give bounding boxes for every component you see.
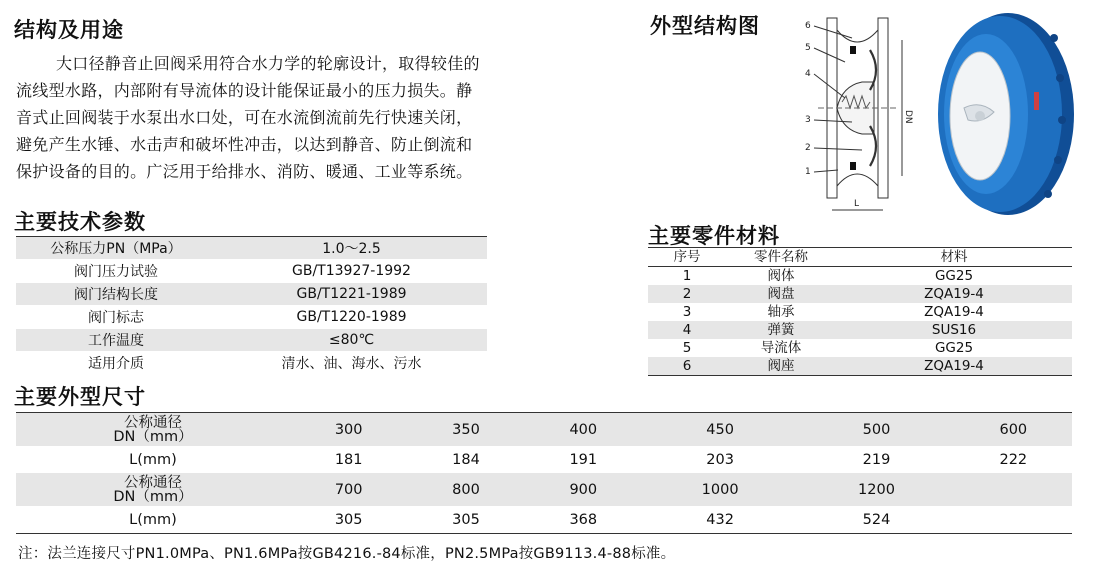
part-no: 2 — [648, 285, 726, 303]
part-material: ZQA19-4 — [836, 285, 1072, 303]
callout-label: 2 — [805, 143, 811, 153]
col-header-name: 零件名称 — [726, 248, 836, 267]
col-header-no: 序号 — [648, 248, 726, 267]
dn-dimension-label: DN — [903, 110, 913, 124]
callout-label: 1 — [805, 167, 811, 177]
red-marking — [1034, 92, 1039, 110]
param-value: GB/T1221-1989 — [216, 283, 487, 306]
callout-label: 5 — [805, 43, 811, 53]
part-name: 轴承 — [767, 304, 795, 320]
dn-row-label — [16, 473, 290, 506]
dn-value: 300 — [290, 413, 407, 447]
part-material: GG25 — [934, 268, 974, 284]
l-value — [955, 506, 1072, 534]
callout-label: 3 — [805, 115, 811, 125]
param-value: ≤80℃ — [216, 329, 487, 352]
l-value: 432 — [706, 511, 734, 528]
seat-ring — [850, 162, 856, 170]
table-row — [16, 473, 1072, 506]
part-name: 弹簧 — [726, 321, 836, 339]
param-value: GB/T1220-1989 — [216, 306, 487, 329]
param-label: 适用介质 — [16, 352, 216, 375]
dn-value: 800 — [407, 473, 524, 506]
table-row — [16, 352, 487, 375]
param-label: 阀门标志 — [16, 306, 216, 329]
table-row — [648, 357, 1072, 376]
part-no: 4 — [648, 321, 726, 339]
l-value: 222 — [999, 451, 1028, 468]
part-name: 阀盘 — [726, 285, 836, 303]
dims-table — [16, 412, 1072, 534]
table-header-row — [648, 248, 1072, 267]
table-row — [648, 285, 1072, 303]
dn-value: 500 — [798, 413, 954, 447]
bolt-hole — [1058, 116, 1066, 124]
dn-value: 450 — [642, 413, 798, 447]
part-no: 3 — [682, 304, 692, 320]
params-heading: 主要技术参数 — [14, 209, 146, 234]
bolt-hole — [1056, 74, 1064, 82]
param-label: 工作温度 — [16, 329, 216, 352]
table-row — [648, 339, 1072, 357]
l-row-label: L(mm) — [129, 451, 177, 468]
part-no: 5 — [682, 340, 692, 356]
intro-line: 音式止回阀装于水泵出水口处，可在水流倒流前先行快速关闭， — [16, 108, 473, 127]
callout-label: 4 — [805, 69, 811, 79]
dn-value: 600 — [955, 413, 1072, 447]
dn-label-line: DN（mm） — [113, 428, 193, 445]
intro-line: 避免产生水锤、水击声和破坏性冲击，以达到静音、防止倒流和 — [16, 135, 473, 154]
table-row — [16, 506, 1072, 534]
part-no: 1 — [682, 268, 692, 284]
figure-heading: 外型结构图 — [650, 13, 760, 38]
l-value: 368 — [569, 511, 598, 528]
l-value: 305 — [452, 511, 480, 528]
bolt-hole — [1050, 34, 1058, 42]
part-name: 阀体 — [767, 268, 795, 284]
dn-value — [955, 473, 1072, 506]
l-row-label: L(mm) — [129, 511, 177, 528]
l-value: 191 — [569, 451, 598, 468]
part-material: ZQA19-4 — [836, 357, 1072, 376]
part-material: ZQA19-4 — [924, 304, 984, 320]
intro-heading: 结构及用途 — [14, 17, 124, 42]
part-material: GG25 — [934, 340, 974, 356]
dn-value: 700 — [290, 473, 407, 506]
intro-line: 保护设备的目的。广泛用于给排水、消防、暖通、工业等系统。 — [16, 162, 473, 181]
dn-label-line: 公称通径 — [124, 414, 182, 431]
table-row — [16, 329, 487, 352]
l-value: 203 — [706, 451, 734, 468]
bolt-hole — [1044, 190, 1052, 198]
part-no: 6 — [648, 357, 726, 376]
table-row — [648, 303, 1072, 321]
table-row — [16, 237, 487, 260]
l-value: 524 — [862, 511, 891, 528]
dn-value: 1000 — [642, 473, 798, 506]
table-row — [16, 413, 1072, 447]
l-value: 184 — [452, 451, 480, 468]
params-table — [16, 236, 487, 375]
table-row — [648, 267, 1072, 286]
l-value: 219 — [862, 451, 891, 468]
l-dimension-label: L — [854, 199, 860, 209]
intro-line: 大口径静音止回阀采用符合水力学的轮廓设计，取得较佳的 — [56, 54, 480, 73]
valve-section-drawing — [790, 10, 920, 215]
param-label: 阀门压力试验 — [16, 260, 216, 283]
dn-value: 1200 — [798, 473, 954, 506]
table-row — [16, 260, 487, 283]
table-row — [16, 446, 1072, 473]
param-value: GB/T13927-1992 — [216, 260, 487, 283]
parts-table — [648, 247, 1072, 376]
dn-row-label — [16, 413, 290, 447]
col-header-material: 材料 — [836, 248, 1072, 267]
dn-label-line: DN（mm） — [113, 488, 193, 505]
dn-label-line: 公称通径 — [124, 474, 182, 491]
footnote: 注：法兰连接尺寸PN1.0MPa、PN1.6MPa按GB4216.-84标准，PN2.5MPa按GB9113.4-88标准。 — [18, 546, 676, 562]
l-value: 181 — [334, 451, 363, 468]
dn-value: 400 — [525, 413, 642, 447]
callout-label: 6 — [805, 21, 811, 31]
parts-heading: 主要零件材料 — [648, 223, 780, 248]
disc-hub — [975, 111, 985, 121]
table-row — [648, 321, 1072, 339]
l-value: 305 — [334, 511, 363, 528]
param-label: 公称压力PN（MPa） — [16, 237, 216, 260]
param-value: 1.0～2.5 — [216, 237, 487, 260]
intro-line: 流线型水路，内部附有导流体的设计能保证最小的压力损失。静 — [16, 81, 473, 100]
seat-ring — [850, 46, 856, 54]
part-name: 阀座 — [726, 357, 836, 376]
part-name: 导流体 — [760, 340, 802, 356]
part-material: SUS16 — [836, 321, 1072, 339]
dn-value: 900 — [525, 473, 642, 506]
dn-value: 350 — [407, 413, 524, 447]
bolt-hole — [1054, 156, 1062, 164]
param-value: 清水、油、海水、污水 — [216, 352, 487, 375]
intro-paragraph — [16, 50, 576, 185]
table-row — [16, 283, 487, 306]
dims-heading: 主要外型尺寸 — [14, 384, 146, 409]
param-label: 阀门结构长度 — [16, 283, 216, 306]
table-row — [16, 306, 487, 329]
valve-product-illustration — [928, 8, 1078, 218]
